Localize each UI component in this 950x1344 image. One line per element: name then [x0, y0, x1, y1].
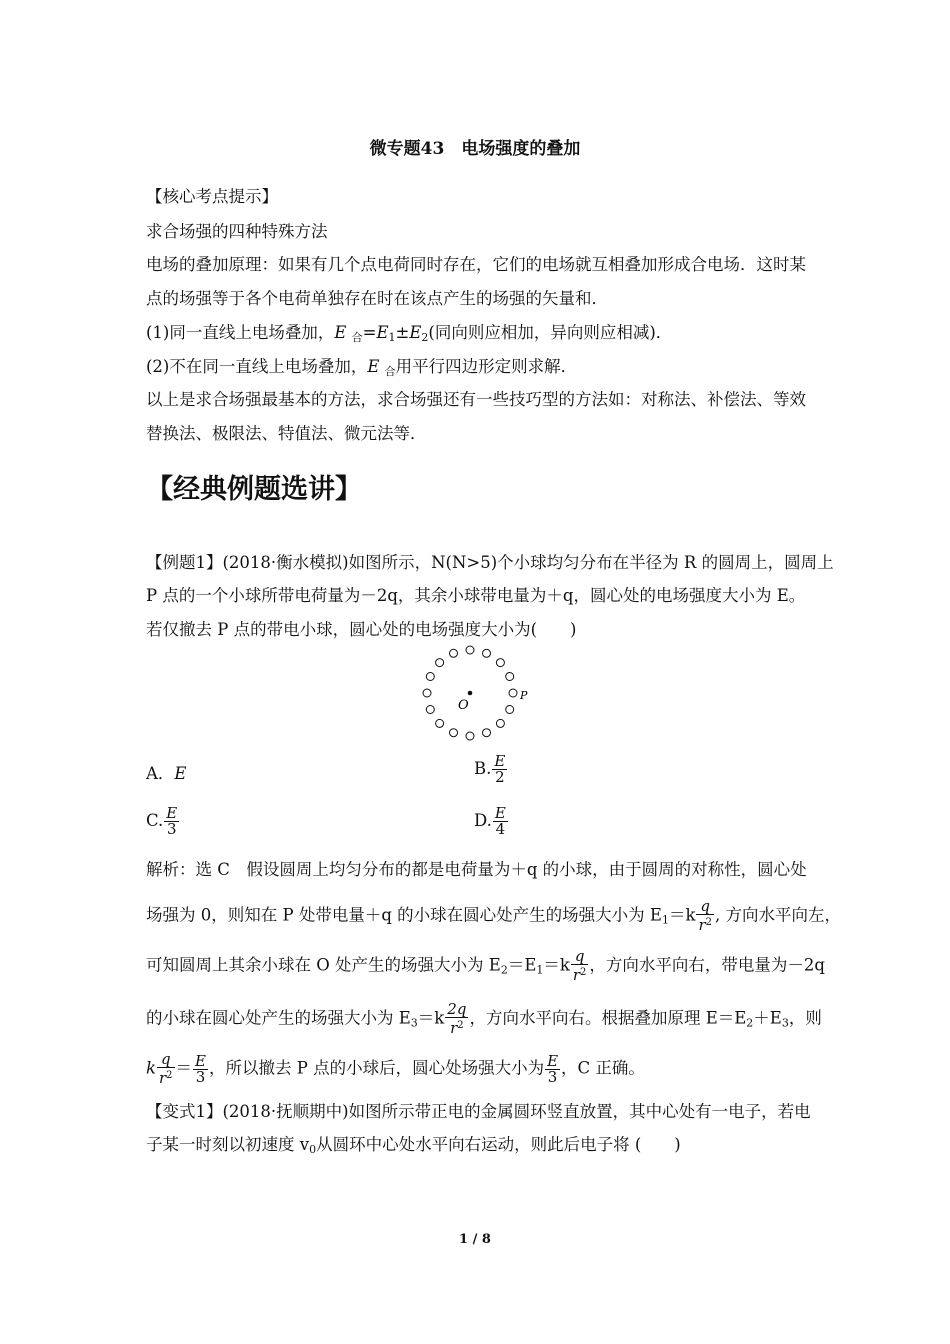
page-number: 1 / 8	[459, 1232, 491, 1247]
ball-p	[509, 689, 517, 697]
ball	[436, 719, 444, 727]
intro-line: 以上是求合场强最基本的方法，求合场强还有一些技巧型的方法如：对称法、补偿法、等效	[146, 390, 806, 409]
option-b: B. $\frac{E}{2}$	[474, 752, 506, 786]
ball	[436, 659, 444, 667]
option-a: A．E	[146, 764, 187, 783]
label-p: P	[520, 689, 528, 702]
option-c: C. $\frac{E}{3}$	[146, 804, 178, 838]
ball	[426, 673, 434, 681]
variant-text: 【变式1】(2018·抚顺期中)如图所示带正电的金属圆环竖直放置，其中心处有一电子，若电	[146, 1102, 811, 1121]
solution-text: 可知圆周上其余小球在 O 处产生的场强大小为 $E_2=E_1=k$ $\frac{q}{r^2}$ ，方向水平向右，带电量为－2q	[146, 947, 825, 984]
example-text: 若仅撤去 P 点的带电小球，圆心处的电场强度大小为( )	[146, 620, 577, 639]
ball	[450, 729, 458, 737]
intro-formula-line: (2)不在同一直线上电场叠加，E $_合$用平行四边形定则求解．	[146, 357, 578, 378]
ball	[426, 706, 434, 714]
ball	[423, 689, 431, 697]
intro-line: 求合场强的四种特殊方法	[146, 222, 328, 241]
ball	[466, 732, 474, 740]
ball	[483, 649, 491, 657]
example-text: P 点的一个小球所带电荷量为－2q，其余小球带电量为＋q，圆心处的电场强度大小为 E。	[146, 586, 806, 605]
center-dot	[468, 691, 473, 696]
page-title: 微专题43 电场强度的叠加	[369, 139, 581, 159]
ball	[483, 729, 491, 737]
option-d: D. $\frac{E}{4}$	[474, 804, 506, 838]
ball	[450, 649, 458, 657]
solution-text: 场强为 0，则知在 P 处带电量＋q 的小球在圆心处产生的场强大小为 $E_1=k$ $\frac{q}{r^2}$ , 方向水平向左，	[146, 897, 841, 934]
variant-text: 子某一时刻以初速度 $v_0$从圆环中心处水平向右运动，则此后电子将 ( )	[146, 1135, 681, 1156]
ball	[466, 646, 474, 654]
solution-text: 解析：选 C 假设圆周上均匀分布的都是电荷量为＋q 的小球，由于圆周的对称性，圆心处	[146, 860, 807, 879]
section-title: 【经典例题选讲】	[146, 474, 362, 505]
solution-text: k $\frac{q}{r^2}$ ＝ $\frac{E}{3}$ ，所以撤去 P 点的小球后，圆心处场强大小为 $\frac{E}{3}$ ，C 正确。	[146, 1050, 645, 1087]
ring-figure	[410, 640, 540, 750]
ball	[496, 659, 504, 667]
intro-line: 替换法、极限法、特值法、微元法等．	[146, 424, 427, 443]
intro-heading: 【核心考点提示】	[146, 187, 278, 206]
ball	[506, 673, 514, 681]
intro-line: 点的场强等于各个电荷单独存在时在该点产生的场强的矢量和．	[146, 289, 608, 308]
solution-text: 的小球在圆心处产生的场强大小为 $E_3=k$ $\frac{2q}{r^2}$ ，方向水平向右。根据叠加原理 $E=E_2+E_3$，则	[146, 1000, 822, 1037]
ball	[496, 719, 504, 727]
intro-formula-line: (1)同一直线上电场叠加，E $_合=E_1\pm E_2$(同向则应相加，异向则应相减)．	[146, 323, 673, 344]
intro-line: 电场的叠加原理：如果有几个点电荷同时存在，它们的电场就互相叠加形成合电场．这时某	[146, 255, 806, 274]
example-text: 【例题1】(2018·衡水模拟)如图所示，N(N>5)个小球均匀分布在半径为 R 的圆周上，圆周上	[146, 553, 834, 572]
ball	[506, 706, 514, 714]
label-o: O	[458, 698, 469, 713]
